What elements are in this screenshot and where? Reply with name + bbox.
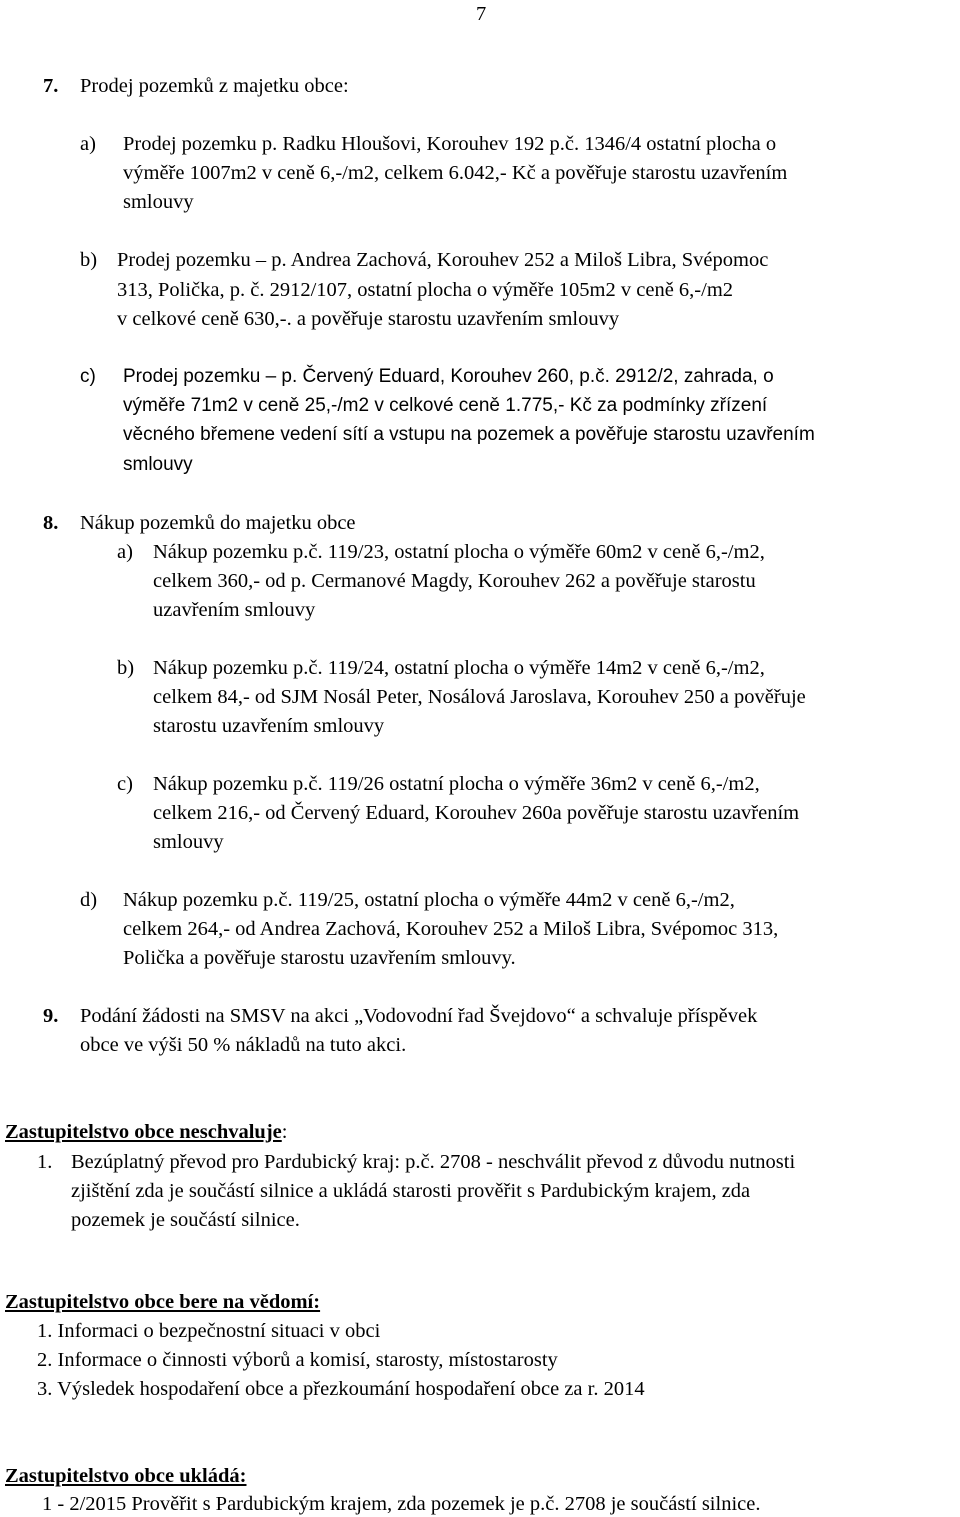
item-8c-line-3: smlouvy (153, 831, 224, 853)
section-9-number: 9. (43, 1005, 59, 1027)
neschvaluje-item-1-number: 1. (37, 1151, 53, 1173)
section-9-line-1: Podání žádosti na SMSV na akci „Vodovodní řad Švejdovo“ a schvaluje příspěvek (80, 1005, 758, 1027)
item-7a-line-1: Prodej pozemku p. Radku Hloušovi, Korouhev 192 p.č. 1346/4 ostatní plocha o (123, 133, 777, 155)
item-8c-line-1: Nákup pozemku p.č. 119/26 ostatní plocha o výměře 36m2 v ceně 6,-/m2, (153, 773, 760, 795)
section-8-number: 8. (43, 512, 59, 534)
item-8a-label: a) (117, 541, 133, 563)
bere-item-3: 3. Výsledek hospodaření obce a přezkoumání hospodaření obce za r. 2014 (37, 1378, 645, 1400)
item-7a-line-2: výměře 1007m2 v ceně 6,-/m2, celkem 6.042,- Kč a pověřuje starostu uzavřením (123, 162, 788, 184)
item-8d-label: d) (80, 889, 98, 911)
neschvaluje-heading (5, 1122, 287, 1143)
item-7c-label: c) (80, 366, 96, 387)
uklada-heading: Zastupitelstvo obce ukládá: (5, 1465, 247, 1487)
item-7c-line-2: výměře 71m2 v ceně 25,-/m2 v celkové ceně 1.775,- Kč za podmínky zřízení (123, 395, 768, 416)
item-8c-label: c) (117, 773, 133, 795)
bere-item-2: 2. Informace o činnosti výborů a komisí, starosty, místostarosty (37, 1349, 558, 1371)
item-8a-line-3: uzavřením smlouvy (153, 599, 316, 621)
page-number: 7 (476, 3, 487, 25)
bere-item-1: 1. Informaci o bezpečnostní situaci v obci (37, 1320, 381, 1342)
section-7-number: 7. (43, 75, 59, 97)
item-7b-line-2: 313, Polička, p. č. 2912/107, ostatní plocha o výměře 105m2 v ceně 6,-/m2 (117, 279, 734, 301)
item-8b-line-3: starostu uzavřením smlouvy (153, 715, 385, 737)
item-7a-label: a) (80, 133, 96, 155)
item-7c-line-4: smlouvy (123, 454, 193, 475)
neschvaluje-item-1-line-1: Bezúplatný převod pro Pardubický kraj: p.č. 2708 - neschválit převod z důvodu nutnosti (71, 1151, 796, 1173)
item-8d-line-2: celkem 264,- od Andrea Zachová, Korouhev 252 a Miloš Libra, Svépomoc 313, (123, 918, 779, 940)
uklada-item-1: 1 - 2/2015 Prověřit s Pardubickým krajem, zda pozemek je p.č. 2708 je součástí silnice. (42, 1493, 761, 1515)
neschvaluje-heading-colon: : (281, 1121, 288, 1143)
item-8a-line-2: celkem 360,- od p. Cermanové Magdy, Korouhev 262 a pověřuje starostu (153, 570, 756, 592)
section-7-title: Prodej pozemků z majetku obce: (80, 75, 349, 97)
neschvaluje-item-1-line-2: zjištění zda je součástí silnice a ukládá starosti prověřit s Pardubickým krajem, zda (71, 1180, 751, 1202)
item-7a-line-3: smlouvy (123, 191, 194, 213)
item-8d-line-1: Nákup pozemku p.č. 119/25, ostatní plocha o výměře 44m2 v ceně 6,-/m2, (123, 889, 735, 911)
item-8b-line-1: Nákup pozemku p.č. 119/24, ostatní plocha o výměře 14m2 v ceně 6,-/m2, (153, 657, 765, 679)
item-8a-line-1: Nákup pozemku p.č. 119/23, ostatní plocha o výměře 60m2 v ceně 6,-/m2, (153, 541, 765, 563)
item-8d-line-3: Polička a pověřuje starostu uzavřením smlouvy. (123, 947, 516, 969)
section-8-title: Nákup pozemků do majetku obce (80, 512, 356, 534)
item-7b-line-3: v celkové ceně 630,-. a pověřuje starostu uzavřením smlouvy (117, 308, 620, 330)
item-7c-line-1: Prodej pozemku – p. Červený Eduard, Korouhev 260, p.č. 2912/2, zahrada, o (123, 366, 774, 387)
neschvaluje-heading-text: Zastupitelstvo obce neschvaluje (5, 1121, 282, 1143)
neschvaluje-item-1-line-3: pozemek je součástí silnice. (71, 1209, 300, 1231)
item-8b-line-2: celkem 84,- od SJM Nosál Peter, Nosálová Jaroslava, Korouhev 250 a pověřuje (153, 686, 806, 708)
bere-heading: Zastupitelstvo obce bere na vědomí: (5, 1291, 321, 1313)
item-7b-line-1: Prodej pozemku – p. Andrea Zachová, Korouhev 252 a Miloš Libra, Svépomoc (117, 249, 769, 271)
section-9-line-2: obce ve výši 50 % nákladů na tuto akci. (80, 1034, 407, 1056)
item-7b-label: b) (80, 249, 98, 271)
item-7c-line-3: věcného břemene vedení sítí a vstupu na pozemek a pověřuje starostu uzavřením (123, 424, 815, 445)
item-8c-line-2: celkem 216,- od Červený Eduard, Korouhev 260a pověřuje starostu uzavřením (153, 802, 800, 824)
item-8b-label: b) (117, 657, 135, 679)
